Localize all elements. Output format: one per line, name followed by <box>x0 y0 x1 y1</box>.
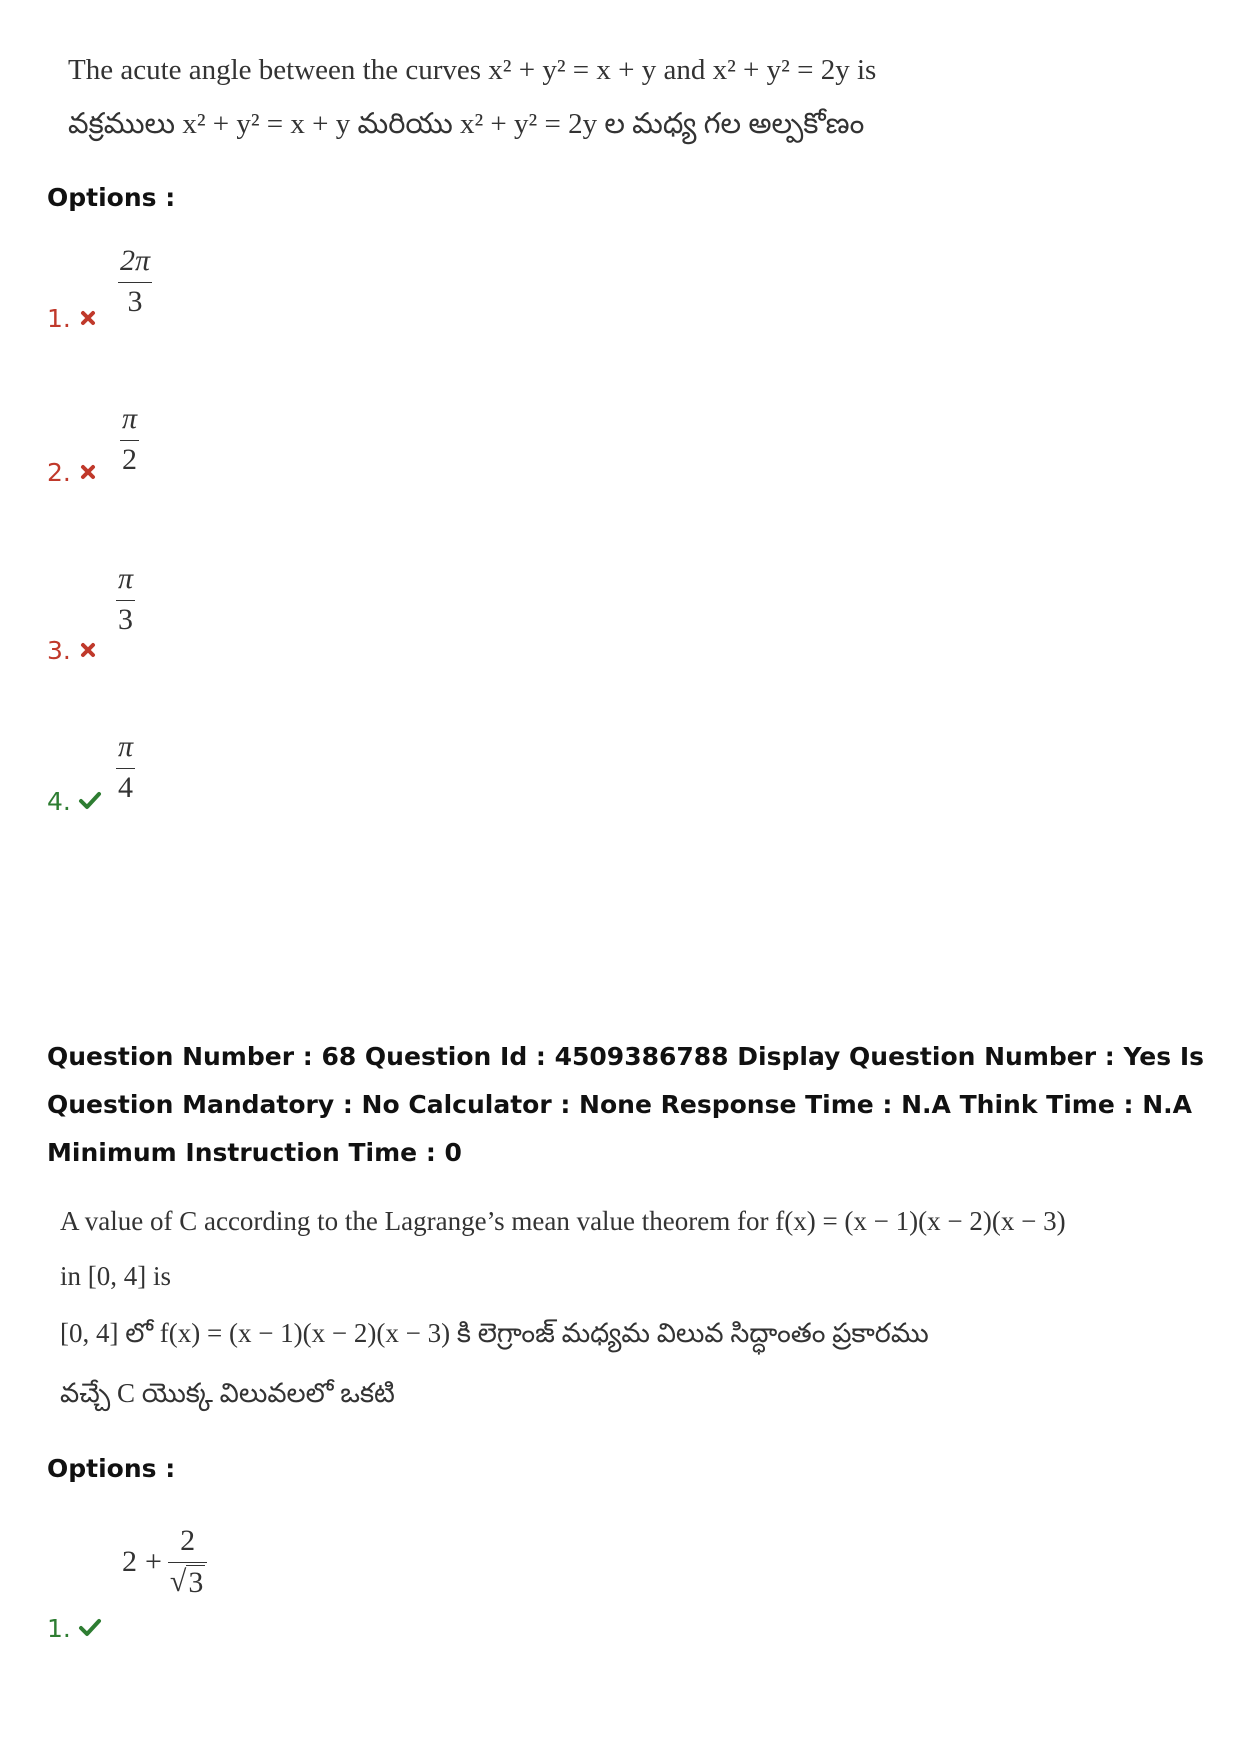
option-4-numerator: π <box>118 730 134 763</box>
q2-option-1-radicand: 3 <box>188 1565 204 1599</box>
q2-option-1-fraction <box>168 1524 207 1600</box>
options-label: Options : <box>47 183 176 212</box>
option-4-denominator: 4 <box>118 770 134 804</box>
cross-icon <box>78 308 98 328</box>
option-2-value <box>120 402 139 477</box>
question-meta: Question Number : 68 Question Id : 4509386788 Display Question Number : Yes Is Question Mandatory : No Calculator : None Response Time : N.A Think Time : N.A Minimum Instruction Time : 0 <box>47 1042 1205 1167</box>
option-3-numerator: π <box>118 562 134 595</box>
option-4-value <box>116 730 135 805</box>
q2-option-1-numerator: 2 <box>180 1524 196 1557</box>
option-3-value <box>116 562 135 637</box>
question-text-telugu-line-2: వచ్చే C యొక్క విలువలలో ఒకటి <box>60 1378 395 1408</box>
option-3-number: 3. <box>47 636 71 665</box>
sqrt-symbol: √ 3 <box>169 1564 204 1599</box>
question-text-english-line-2: in [0, 4] is <box>60 1261 171 1291</box>
option-1-number: 1. <box>47 304 71 333</box>
option-3-denominator: 3 <box>118 602 134 636</box>
option-2-denominator: 2 <box>122 442 138 476</box>
q2-option-1-number: 1. <box>47 1614 71 1643</box>
q2-option-1-value <box>122 1524 207 1600</box>
option-1-numerator: 2π <box>120 244 151 277</box>
question-text-telugu: వక్రములు x² + y² = x + y మరియు x² + y² = 2y ల మధ్య గల అల్పకోణం <box>68 108 865 140</box>
q2-option-1-whole: 2 <box>122 1545 137 1578</box>
q2-option-1-operator: + <box>145 1545 162 1578</box>
question-text-telugu-line-1: [0, 4] లో f(x) = (x − 1)(x − 2)(x − 3) కి లెగ్రాంజ్ మధ్యమ విలువ సిద్ధాంతం ప్రకారము <box>60 1318 929 1348</box>
check-icon <box>78 1617 102 1637</box>
option-4-number: 4. <box>47 787 71 816</box>
options-label: Options : <box>47 1454 176 1483</box>
question-text-english: The acute angle between the curves x² + y² = x + y and x² + y² = 2y is <box>68 54 877 86</box>
cross-icon <box>78 462 98 482</box>
option-2-number: 2. <box>47 458 71 487</box>
option-2-numerator: π <box>122 402 138 435</box>
cross-icon <box>78 640 98 660</box>
question-text-english-line-1: A value of C according to the Lagrange’s mean value theorem for f(x) = (x − 1)(x − 2)(x − 3) <box>60 1206 1066 1236</box>
check-icon <box>78 790 102 810</box>
option-1-value <box>118 244 152 319</box>
option-1-denominator: 3 <box>127 284 143 318</box>
